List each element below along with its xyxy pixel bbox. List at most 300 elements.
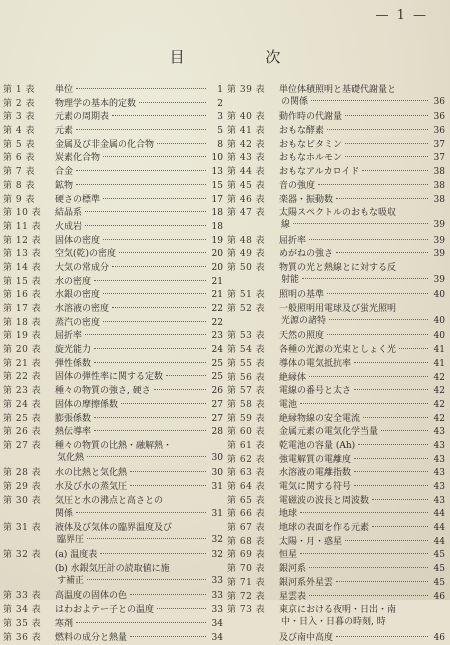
table-number: 第 35 表 bbox=[3, 618, 42, 629]
toc-entry bbox=[227, 536, 445, 550]
entry-page-number: 15 bbox=[211, 180, 223, 191]
toc-entry bbox=[3, 495, 223, 509]
entry-title: 中・日入・日暮の時刻, 時 bbox=[281, 617, 386, 628]
dot-leader bbox=[372, 526, 428, 527]
table-number: 第 10 表 bbox=[3, 208, 42, 219]
entry-title: 固体の摩擦係数 bbox=[55, 399, 119, 410]
entry-page-number: 36 bbox=[433, 126, 445, 137]
dot-leader bbox=[363, 417, 428, 418]
toc-entry bbox=[3, 604, 223, 618]
table-number: 第 4 表 bbox=[3, 126, 35, 137]
toc-entry bbox=[227, 166, 445, 180]
toc-entry bbox=[227, 194, 445, 208]
entry-title: 金属元素の電気化学当量 bbox=[279, 427, 379, 438]
dot-leader bbox=[103, 293, 206, 294]
entry-page-number: 43 bbox=[433, 482, 445, 492]
table-number: 第 28 表 bbox=[3, 468, 42, 479]
entry-page-number: 22 bbox=[211, 317, 223, 328]
entry-page-number: 41 bbox=[433, 358, 445, 369]
entry-title: 銀河系 bbox=[279, 564, 307, 575]
toc-entry bbox=[3, 111, 223, 125]
table-number: 第 63 表 bbox=[227, 468, 266, 479]
entry-page-number: 40 bbox=[433, 316, 445, 327]
toc-entry bbox=[227, 207, 445, 234]
dot-leader bbox=[354, 485, 428, 486]
entry-page-number: 24 bbox=[211, 345, 223, 356]
toc-entry bbox=[3, 344, 223, 358]
table-number: 第 7 表 bbox=[3, 167, 35, 178]
table-number: 第 49 表 bbox=[227, 249, 266, 260]
toc-entry bbox=[3, 632, 223, 645]
entry-title: 気化熱 bbox=[57, 452, 85, 463]
entry-title: す補正 bbox=[57, 576, 85, 587]
entry-page-number: 30 bbox=[211, 452, 223, 463]
toc-entry bbox=[3, 549, 223, 563]
entry-page-number: 39 bbox=[433, 235, 445, 246]
entry-title: 固体の弾性率に関する定数 bbox=[55, 372, 164, 383]
entry-title: 絶縁物線の安全電流 bbox=[279, 413, 361, 424]
table-number: 第 54 表 bbox=[227, 345, 266, 356]
dot-leader bbox=[166, 375, 206, 376]
entry-page-number: 34 bbox=[211, 632, 223, 643]
table-number: 第 51 表 bbox=[227, 290, 266, 301]
dot-leader bbox=[85, 334, 206, 335]
toc-entry bbox=[3, 563, 223, 590]
entry-page-number: 46 bbox=[433, 591, 445, 602]
table-number: 第 62 表 bbox=[227, 454, 266, 465]
table-number: 第 47 表 bbox=[227, 208, 266, 219]
toc-entry bbox=[3, 207, 223, 221]
toc-entry bbox=[3, 125, 223, 139]
entry-title: 絶縁体 bbox=[279, 372, 307, 383]
entry-title: おもな酵素 bbox=[279, 126, 325, 137]
entry-title: 地球の表面を作る元素 bbox=[279, 523, 370, 534]
table-number: 第 13 表 bbox=[3, 249, 42, 260]
entry-title: 旋光能力 bbox=[55, 345, 92, 356]
table-number: 第 71 表 bbox=[227, 577, 266, 588]
table-number: 第 40 表 bbox=[227, 112, 266, 123]
entry-page-number: 45 bbox=[433, 564, 445, 575]
toc-entry bbox=[3, 385, 223, 399]
dot-leader bbox=[157, 143, 206, 144]
toc-entry bbox=[3, 440, 223, 467]
entry-page-number: 43 bbox=[433, 454, 445, 465]
entry-title: 物質の光と熱線とに対する反 bbox=[279, 262, 397, 273]
entry-title: (b) 水銀気圧計の読取値に施 bbox=[55, 564, 170, 575]
dot-leader bbox=[103, 198, 206, 199]
table-number: 第 45 表 bbox=[227, 180, 266, 191]
entry-title: 弾性係数 bbox=[55, 358, 92, 369]
table-number: 第 15 表 bbox=[3, 276, 42, 287]
table-number: 第 11 表 bbox=[3, 221, 42, 232]
toc-entry bbox=[227, 467, 445, 481]
dot-leader bbox=[354, 362, 428, 363]
entry-page-number: 21 bbox=[211, 290, 223, 301]
entry-title: 乾電池の容量 (Ah) bbox=[279, 440, 356, 451]
table-number: 第 43 表 bbox=[227, 153, 266, 164]
table-number: 第 25 表 bbox=[3, 413, 42, 424]
entry-title: 音の強度 bbox=[279, 180, 316, 191]
dot-leader bbox=[121, 403, 206, 404]
dot-leader bbox=[345, 115, 428, 116]
entry-page-number: 38 bbox=[433, 167, 445, 178]
dot-leader bbox=[112, 307, 206, 308]
toc-entry bbox=[3, 262, 223, 276]
toc-entry bbox=[227, 522, 445, 536]
dot-leader bbox=[327, 334, 428, 335]
toc-entry bbox=[227, 495, 445, 509]
toc-entry bbox=[3, 180, 223, 194]
toc-entry bbox=[3, 221, 223, 235]
entry-page-number: 44 bbox=[433, 536, 445, 547]
entry-page-number: 41 bbox=[433, 345, 445, 356]
table-number: 第 26 表 bbox=[3, 427, 42, 438]
entry-page-number: 43 bbox=[433, 440, 445, 451]
toc-left-column bbox=[3, 84, 223, 645]
table-number: 第 70 表 bbox=[227, 564, 266, 575]
entry-page-number: 25 bbox=[211, 358, 223, 369]
toc-entry bbox=[3, 303, 223, 317]
entry-page-number: 31 bbox=[211, 481, 223, 492]
toc-entry bbox=[227, 344, 445, 358]
table-number: 第 6 表 bbox=[3, 153, 35, 164]
entry-page-number: 46 bbox=[433, 632, 445, 643]
toc-entry bbox=[3, 330, 223, 344]
entry-page-number: 42 bbox=[433, 372, 445, 383]
entry-page-number: 36 bbox=[433, 112, 445, 123]
entry-title: 単位体積照明と基礎代謝量と bbox=[279, 85, 397, 95]
table-number: 第 69 表 bbox=[227, 550, 266, 561]
entry-page-number: 21 bbox=[211, 276, 223, 287]
dot-leader bbox=[329, 319, 428, 320]
dot-leader bbox=[94, 417, 206, 418]
toc-entry bbox=[3, 84, 223, 98]
dot-leader bbox=[76, 170, 206, 171]
dot-leader bbox=[300, 553, 428, 554]
entry-title: おもなビタミン bbox=[279, 139, 343, 150]
toc-entry bbox=[227, 604, 445, 631]
entry-title: 電磁波の波長と周波数 bbox=[279, 495, 370, 506]
toc-title: 目 次 bbox=[169, 48, 319, 66]
entry-title: 一般照明用電球及び蛍光照明 bbox=[279, 304, 397, 315]
dot-leader bbox=[354, 458, 428, 459]
entry-title: 関係 bbox=[55, 509, 74, 520]
toc-entry bbox=[227, 330, 445, 344]
dot-leader bbox=[76, 88, 206, 89]
table-number: 第 14 表 bbox=[3, 262, 42, 273]
toc-entry bbox=[3, 358, 223, 372]
toc-entry bbox=[227, 372, 445, 386]
entry-page-number: 39 bbox=[433, 220, 445, 231]
entry-title: 寒剤 bbox=[55, 618, 74, 629]
entry-title: 種々の物質の比熱・融解熱・ bbox=[55, 440, 173, 451]
toc-entry bbox=[3, 98, 223, 112]
table-number: 第 39 表 bbox=[227, 85, 266, 95]
entry-title: 合金 bbox=[55, 167, 74, 178]
dot-leader bbox=[94, 280, 206, 281]
dot-leader bbox=[302, 278, 428, 279]
table-number: 第 55 表 bbox=[227, 358, 266, 369]
entry-page-number: 32 bbox=[211, 535, 223, 546]
dot-leader bbox=[76, 622, 206, 623]
dot-leader bbox=[354, 471, 428, 472]
entry-page-number: 28 bbox=[211, 427, 223, 438]
table-number: 第 31 表 bbox=[3, 523, 42, 534]
table-number: 第 42 表 bbox=[227, 139, 266, 150]
entry-page-number: 18 bbox=[211, 208, 223, 219]
table-number: 第 20 表 bbox=[3, 345, 42, 356]
entry-page-number: 40 bbox=[433, 290, 445, 301]
entry-title: 電気に関する符号 bbox=[279, 482, 352, 492]
entry-page-number: 31 bbox=[211, 509, 223, 520]
entry-page-number: 42 bbox=[433, 386, 445, 397]
entry-title: 高温度の固体の色 bbox=[55, 591, 128, 602]
table-number: 第 60 表 bbox=[227, 427, 266, 438]
page-number: — 1 — bbox=[375, 8, 428, 23]
table-number: 第 48 表 bbox=[227, 235, 266, 246]
toc-entry bbox=[227, 152, 445, 166]
entry-title: 臨界圧 bbox=[57, 535, 85, 546]
entry-page-number: 27 bbox=[211, 399, 223, 410]
dot-leader bbox=[300, 403, 428, 404]
dot-leader bbox=[112, 266, 206, 267]
table-number: 第 46 表 bbox=[227, 194, 266, 205]
entry-title: 物理学の基本的定数 bbox=[55, 98, 137, 109]
table-number: 第 22 表 bbox=[3, 372, 42, 383]
table-number: 第 61 表 bbox=[227, 440, 266, 451]
entry-title: 動作時の代謝量 bbox=[279, 112, 343, 123]
entry-title: 蒸汽の密度 bbox=[55, 317, 101, 328]
toc-entry bbox=[227, 549, 445, 563]
entry-page-number: 22 bbox=[211, 304, 223, 314]
entry-page-number: 42 bbox=[433, 399, 445, 410]
entry-title: 太陽スペクトルのおもな吸収 bbox=[279, 208, 397, 219]
toc-entry bbox=[227, 248, 445, 262]
dot-leader bbox=[362, 170, 428, 171]
toc-entry bbox=[227, 399, 445, 413]
entry-page-number: 33 bbox=[211, 605, 223, 616]
dot-leader bbox=[309, 239, 428, 240]
entry-title: めがねの強さ bbox=[279, 249, 334, 260]
entry-page-number: 23 bbox=[211, 331, 223, 342]
table-number: 第 59 表 bbox=[227, 413, 266, 424]
entry-page-number: 10 bbox=[211, 153, 223, 164]
dot-leader bbox=[94, 362, 206, 363]
entry-page-number: 38 bbox=[433, 194, 445, 205]
entry-title: 固体の密度 bbox=[55, 235, 101, 246]
dot-leader bbox=[354, 389, 428, 390]
entry-title: 電線の番号と太さ bbox=[279, 386, 352, 397]
table-number: 第 56 表 bbox=[227, 372, 266, 383]
toc-entry bbox=[3, 248, 223, 262]
toc-entry bbox=[3, 481, 223, 495]
dot-leader bbox=[103, 239, 206, 240]
dot-leader bbox=[130, 485, 206, 486]
toc-entry bbox=[227, 125, 445, 139]
table-number: 第 29 表 bbox=[3, 481, 42, 492]
toc-entry bbox=[227, 84, 445, 111]
entry-title: 太陽・月・惑星 bbox=[279, 536, 343, 547]
dot-leader bbox=[358, 444, 428, 445]
table-number: 第 58 表 bbox=[227, 399, 266, 410]
dot-leader bbox=[381, 430, 428, 431]
toc-entry bbox=[227, 481, 445, 495]
dot-leader bbox=[311, 100, 428, 101]
entry-title: 水銀の密度 bbox=[55, 290, 101, 301]
dot-leader bbox=[139, 102, 206, 103]
entry-page-number: 34 bbox=[211, 618, 223, 629]
entry-title: 照明の基準 bbox=[279, 290, 325, 301]
table-number: 第 1 表 bbox=[3, 85, 35, 95]
toc-right-column bbox=[227, 84, 445, 645]
table-number: 第 16 表 bbox=[3, 290, 42, 301]
toc-entry bbox=[227, 426, 445, 440]
entry-title: 気圧と水の沸点と高さとの bbox=[55, 495, 164, 506]
dot-leader bbox=[87, 579, 206, 580]
entry-title: 結晶系 bbox=[55, 208, 83, 219]
entry-page-number: 1 bbox=[217, 85, 223, 95]
entry-page-number: 37 bbox=[433, 153, 445, 164]
dot-leader bbox=[345, 156, 428, 157]
entry-page-number: 40 bbox=[433, 331, 445, 342]
dot-leader bbox=[309, 567, 428, 568]
toc-entry bbox=[3, 166, 223, 180]
dot-leader bbox=[309, 595, 428, 596]
toc-entry bbox=[227, 591, 445, 605]
toc-entry bbox=[3, 467, 223, 481]
dot-leader bbox=[100, 553, 206, 554]
toc-entry bbox=[3, 399, 223, 413]
table-number: 第 12 表 bbox=[3, 235, 42, 246]
toc-entry bbox=[227, 303, 445, 330]
table-number: 第 73 表 bbox=[227, 605, 266, 616]
dot-leader bbox=[327, 293, 428, 294]
table-number: 第 23 表 bbox=[3, 386, 42, 397]
dot-leader bbox=[327, 129, 428, 130]
dot-leader bbox=[76, 184, 206, 185]
entry-page-number: 19 bbox=[211, 235, 223, 246]
toc-entry bbox=[227, 508, 445, 522]
entry-title: 屈折率 bbox=[55, 331, 83, 342]
table-number: 第 67 表 bbox=[227, 523, 266, 534]
entry-title: 空気(乾)の密度 bbox=[55, 249, 117, 260]
dot-leader bbox=[130, 471, 206, 472]
entry-title: 射能 bbox=[281, 274, 300, 285]
entry-page-number: 39 bbox=[433, 274, 445, 285]
entry-page-number: 43 bbox=[433, 427, 445, 438]
entry-title: 星雲表 bbox=[279, 591, 307, 602]
toc-entry bbox=[227, 235, 445, 249]
table-number: 第 24 表 bbox=[3, 399, 42, 410]
dot-leader bbox=[94, 348, 206, 349]
entry-title: 元素の周期表 bbox=[55, 112, 110, 123]
entry-title: 線 bbox=[281, 220, 291, 231]
table-number: 第 34 表 bbox=[3, 605, 42, 616]
toc-entry bbox=[227, 358, 445, 372]
dot-leader bbox=[85, 225, 206, 226]
toc-entry bbox=[227, 440, 445, 454]
dot-leader bbox=[76, 129, 206, 130]
dot-leader bbox=[399, 348, 428, 349]
dot-leader bbox=[336, 636, 428, 637]
dot-leader bbox=[318, 184, 428, 185]
entry-page-number: 38 bbox=[433, 180, 445, 191]
entry-page-number: 2 bbox=[217, 98, 223, 109]
entry-title: はわおよテー子との温度 bbox=[55, 605, 155, 616]
toc-entry bbox=[3, 317, 223, 331]
table-number: 第 3 表 bbox=[3, 112, 35, 123]
toc-entry bbox=[227, 454, 445, 468]
toc-entry bbox=[3, 235, 223, 249]
entry-title: 単位 bbox=[55, 85, 74, 95]
toc-entry bbox=[227, 289, 445, 303]
entry-title: 楽器・振動数 bbox=[279, 194, 334, 205]
entry-page-number: 18 bbox=[211, 221, 223, 232]
toc-entry bbox=[227, 111, 445, 125]
toc-entry bbox=[227, 413, 445, 427]
toc-entry bbox=[227, 139, 445, 153]
table-number: 第 53 表 bbox=[227, 331, 266, 342]
toc-entry bbox=[3, 289, 223, 303]
entry-title: 元素 bbox=[55, 126, 74, 137]
dot-leader bbox=[130, 636, 206, 637]
table-number: 第 19 表 bbox=[3, 331, 42, 342]
dot-leader bbox=[336, 198, 428, 199]
entry-page-number: 43 bbox=[433, 495, 445, 506]
entry-title: 電池 bbox=[279, 399, 298, 410]
table-number: 第 17 表 bbox=[3, 304, 42, 314]
toc-entry bbox=[3, 194, 223, 208]
entry-page-number: 26 bbox=[211, 386, 223, 397]
entry-page-number: 33 bbox=[211, 576, 223, 587]
entry-page-number: 13 bbox=[211, 167, 223, 178]
toc-entry bbox=[3, 413, 223, 427]
entry-page-number: 32 bbox=[211, 550, 223, 561]
toc-entry bbox=[227, 385, 445, 399]
toc-entry bbox=[3, 590, 223, 604]
entry-title: 水溶液の電離指数 bbox=[279, 468, 352, 479]
entry-page-number: 3 bbox=[217, 112, 223, 123]
toc-entry bbox=[227, 563, 445, 577]
dot-leader bbox=[103, 321, 206, 322]
dot-leader bbox=[85, 211, 206, 212]
entry-page-number: 5 bbox=[217, 126, 223, 137]
table-number: 第 30 表 bbox=[3, 495, 42, 506]
entry-page-number: 37 bbox=[433, 139, 445, 150]
toc-entry bbox=[3, 508, 223, 522]
dot-leader bbox=[154, 389, 206, 390]
toc-entry bbox=[3, 152, 223, 166]
table-number: 第 66 表 bbox=[227, 509, 266, 520]
toc-entry bbox=[227, 632, 445, 645]
entry-title: 強電解質の電離度 bbox=[279, 454, 352, 465]
entry-title: 水及び水の蒸気圧 bbox=[55, 481, 128, 492]
entry-page-number: 25 bbox=[211, 372, 223, 383]
dot-leader bbox=[157, 608, 206, 609]
toc-entry bbox=[3, 426, 223, 440]
entry-title: 水溶液の密度 bbox=[55, 304, 110, 314]
dot-leader bbox=[336, 252, 428, 253]
entry-title: (a) 温度表 bbox=[55, 550, 98, 561]
entry-title: 大気の常成分 bbox=[55, 262, 110, 273]
dot-leader bbox=[94, 430, 206, 431]
toc-entry bbox=[3, 618, 223, 632]
entry-title: 地球 bbox=[279, 509, 298, 520]
entry-title: 膨張係数 bbox=[55, 413, 92, 424]
table-number: 第 41 表 bbox=[227, 126, 266, 137]
toc-entry bbox=[3, 522, 223, 549]
table-number: 第 18 表 bbox=[3, 317, 42, 328]
